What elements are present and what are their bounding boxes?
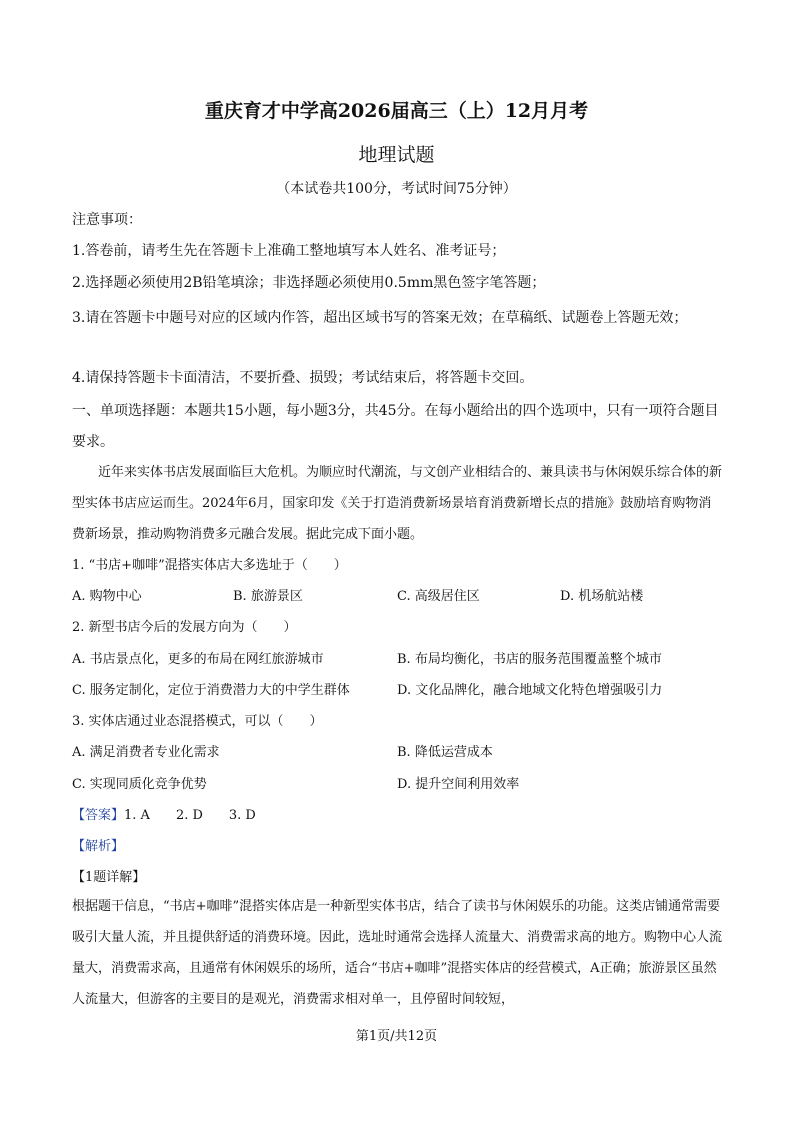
analysis-text: 根据题干信息，“书店+咖啡”混搭实体店是一种新型实体书店，结合了读书与休闲娱乐的功能。这类店铺通常需要吸引大量人流，并且提供舒适的消费环境。因此，选址时通常会选择人流量大、消费需求高的地方。购物中心人流量大，消费需求高，且通常有休闲娱乐的场所，适合“书店+咖啡”混搭实体店的经营模式，A正确；旅游景区虽然人流量大，但游客的主要目的是观光，消费需求相对单一，且停留时间较短， <box>72 899 723 1007</box>
question-option: C. 高级居住区 <box>397 589 480 604</box>
instructions-heading: 注意事项： <box>72 212 142 228</box>
question-option: C. 实现同质化竞争优势 <box>72 777 207 792</box>
subject-title: 地理试题 <box>358 144 435 166</box>
question-option: B. 旅游景区 <box>233 589 303 604</box>
instruction-item: 4.请保持答题卡卡面清洁，不要折叠、损毁；考试结束后，将答题卡交回。 <box>72 370 534 386</box>
question-option: D. 文化品牌化，融合地域文化特色增强吸引力 <box>397 683 663 698</box>
exam-title: 重庆育才中学高2026届高三（上）12月月考 <box>204 100 589 122</box>
question-option: A. 购物中心 <box>72 589 142 604</box>
question-stem: 3. 实体店通过业态混搭模式，可以（ ） <box>72 714 323 729</box>
answer-line <box>72 804 256 823</box>
question-stem: 1. “书店+咖啡”混搭实体店大多选址于（ ） <box>72 558 347 573</box>
answer-tag: 【答案】 <box>72 808 125 823</box>
question-stem: 2. 新型书店今后的发展方向为（ ） <box>72 620 297 635</box>
question-option: A. 书店景点化，更多的布局在网红旅游城市 <box>72 652 324 667</box>
passage: 近年来实体书店发展面临巨大危机。为顺应时代潮流，与文创产业相结合的、兼具读书与休闲娱乐综合体的新型实体书店应运而生。2024年6月，国家印发《关于打造消费新场景培育消费新增长点的措施》鼓励培育购物消费新场景，推动购物消费多元融合发展。据此完成下面小题。 <box>72 465 723 542</box>
exam-note: （本试卷共100分，考试时间75分钟） <box>276 181 517 197</box>
analysis-tag: 【解析】 <box>72 839 125 854</box>
instruction-item: 2.选择题必须使用2B铅笔填涂；非选择题必须使用0.5mm黑色签字笔答题； <box>72 275 546 291</box>
question-option: A. 满足消费者专业化需求 <box>72 745 220 760</box>
question-option: D. 提升空间利用效率 <box>397 777 520 792</box>
instruction-item: 1.答卷前，请考生先在答题卡上准确工整地填写本人姓名、准考证号； <box>72 243 506 259</box>
question-option: B. 布局均衡化，书店的服务范围覆盖整个城市 <box>397 652 662 667</box>
instruction-item: 3.请在答题卡中题号对应的区域内作答，超出区域书写的答案无效；在草稿纸、试题卷上答题无效； <box>72 310 688 326</box>
detail-tag: 【1题详解】 <box>72 870 146 885</box>
question-option: D. 机场航站楼 <box>560 589 644 604</box>
page-footer: 第1页/共12页 <box>355 1029 438 1044</box>
section-heading: 一、单项选择题：本题共15小题，每小题3分，共45分。在每小题给出的四个选项中，只有一项符合题目要求。 <box>72 403 719 450</box>
question-option: C. 服务定制化，定位于消费潜力大的中学生群体 <box>72 683 350 698</box>
answer-values: 1. A 2. D 3. D <box>124 808 256 823</box>
question-option: B. 降低运营成本 <box>397 745 493 760</box>
